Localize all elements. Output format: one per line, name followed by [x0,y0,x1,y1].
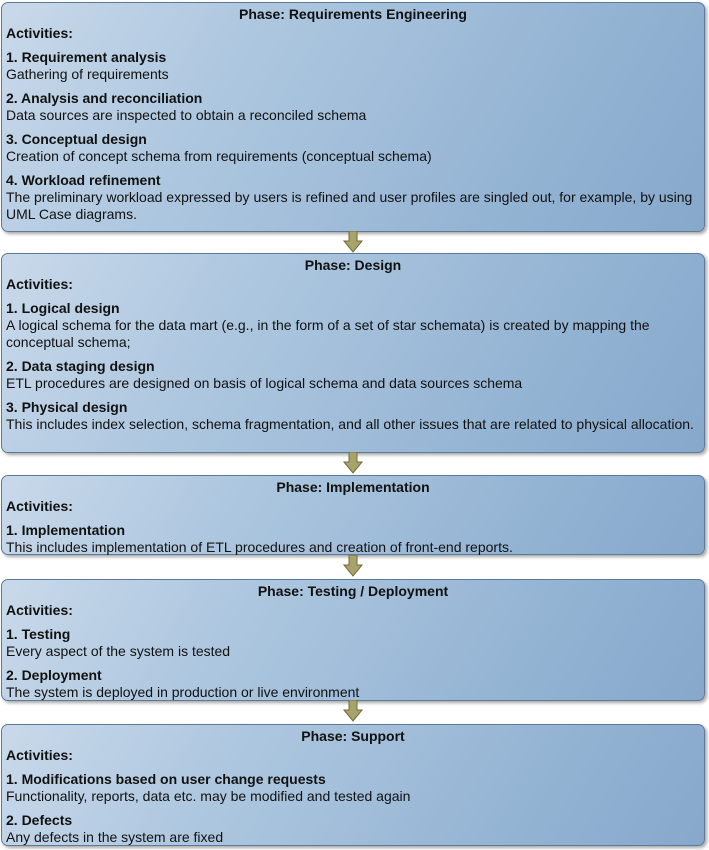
activities-label: Activities: [6,498,73,514]
phase-title: Phase: Requirements Engineering [239,6,467,22]
phase-box-support [1,724,705,846]
activity-title: 2. Analysis and reconciliation [6,90,203,106]
phase-box-implementation [1,475,705,555]
activity-description: Any defects in the system are fixed [6,829,224,845]
activity-description: This includes index selection, schema fragmentation, and all other issues that are related to physical allocation. [6,416,694,432]
activity-title: 2. Defects [6,812,73,828]
activity-item [6,172,700,223]
activity-description: The system is deployed in production or live environment [6,684,360,700]
activity-item [6,300,700,351]
activity-item [6,90,700,124]
activity-title: 4. Workload refinement [6,172,161,188]
activity-title: 2. Data staging design [6,358,155,374]
activity-item [6,667,700,701]
activity-item [6,771,700,805]
activity-description: A logical schema for the data mart (e.g., in the form of a set of star schemata) is created by mapping the conceptual schema; [6,317,650,350]
activities-label: Activities: [6,276,73,292]
activity-item [6,626,700,660]
activity-item [6,399,700,433]
activity-item [6,131,700,165]
activity-title: 1. Requirement analysis [6,49,167,65]
activity-item [6,522,700,556]
activity-description: This includes implementation of ETL procedures and creation of front-end reports. [6,539,513,555]
activity-title: 1. Implementation [6,522,126,538]
down-arrow-icon [343,555,363,577]
activity-description: Gathering of requirements [6,66,169,82]
activity-item [6,812,700,846]
activity-description: ETL procedures are designed on basis of logical schema and data sources schema [6,375,523,391]
activity-description: Every aspect of the system is tested [6,643,231,659]
phase-title: Phase: Testing / Deployment [257,583,449,599]
activity-description: The preliminary workload expressed by users is refined and user profiles are singled out, for example, by using UML Case diagrams. [6,189,693,222]
activity-item [6,358,700,392]
activity-title: 1. Testing [6,626,71,642]
phase-title: Phase: Implementation [276,479,430,495]
activities-label: Activities: [6,602,73,618]
activity-description: Data sources are inspected to obtain a reconciled schema [6,107,367,123]
activity-title: 3. Conceptual design [6,131,147,147]
down-arrow-icon [343,452,363,474]
activity-title: 3. Physical design [6,399,128,415]
down-arrow-icon [343,231,363,253]
phase-box-design [1,253,705,453]
activity-item [6,49,700,83]
down-arrow-icon [343,700,363,722]
phase-box-requirements-engineering [1,2,705,232]
activity-description: Functionality, reports, data etc. may be modified and tested again [6,788,411,804]
phase-title: Phase: Support [301,728,405,744]
activity-title: 1. Modifications based on user change requests [6,771,326,787]
activities-label: Activities: [6,25,73,41]
activity-description: Creation of concept schema from requirements (conceptual schema) [6,148,432,164]
activity-title: 1. Logical design [6,300,120,316]
phase-box-testing-deployment [1,579,705,701]
phase-title: Phase: Design [304,257,402,273]
activity-title: 2. Deployment [6,667,102,683]
activities-label: Activities: [6,747,73,763]
